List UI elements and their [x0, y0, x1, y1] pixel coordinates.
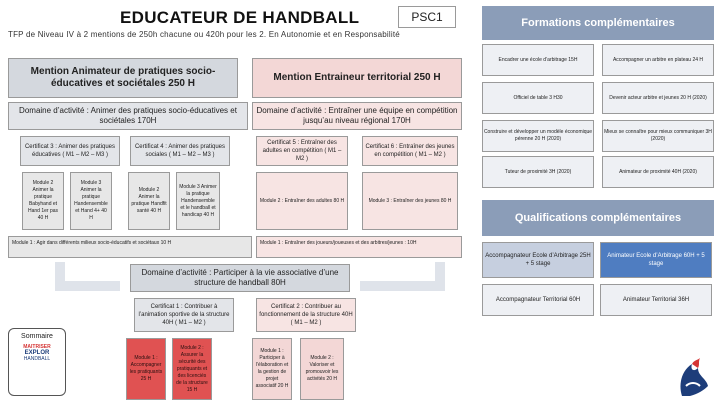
- psc1-badge: PSC1: [398, 6, 456, 28]
- subtitle: TFP de Niveau IV à 2 mentions de 250h chacune ou 420h pour les 2. En Autonomie et en Responsabilité: [8, 30, 400, 39]
- certificat-6: Certificat 6 : Entraîner des jeunes en compétition ( M1 – M2 ): [362, 136, 458, 166]
- formation-item: Construire et développer un modèle économique pérenne 20 H (2020): [482, 120, 594, 152]
- animateur-module-2-babyhand: Module 2 Animer la pratique Babyhand et Hand 1er pas 40 H: [22, 172, 64, 230]
- certificat-3: Certificat 3 : Animer des pratiques éducatives ( M1 – M2 – M3 ): [20, 136, 120, 166]
- animateur-domain: Domaine d’activité : Animer des pratiques socio-éducatives et sociétales 170H: [8, 102, 248, 130]
- mention-entraineur-title: Mention Entraineur territorial 250 H: [252, 58, 462, 98]
- certificat-2: Certificat 2 : Contribuer au fonctionnement de la structure 40H ( M1 – M2 ): [256, 298, 356, 332]
- sommaire-button[interactable]: [8, 328, 66, 396]
- certificat-5: Certificat 5 : Entraîner des adultes en compétition ( M1 – M2 ): [256, 136, 348, 166]
- entraineur-domain: Domaine d’activité : Entraîner une équipe en compétition jusqu’au niveau régional 170H: [252, 102, 462, 130]
- rooster-logo-icon: [676, 356, 712, 400]
- formations-title: Formations complémentaires: [482, 6, 714, 40]
- qualification-item: Animateur Ecole d’Arbitrage 60H + 5 stage: [600, 242, 712, 278]
- formation-item: Officiel de table 3 H30: [482, 82, 594, 114]
- associative-module-2-securite: Module 2 : Assurer la sécurité des pratiquants et des licenciés de la structure 15 H: [172, 338, 212, 400]
- certificat-1: Certificat 1 : Contribuer à l’animation sportive de la structure 40H ( M1 – M2 ): [134, 298, 234, 332]
- certificat-4: Certificat 4 : Animer des pratiques sociales ( M1 – M2 – M3 ): [130, 136, 230, 166]
- qualifications-title: Qualifications complémentaires: [482, 200, 714, 236]
- formation-item: Animateur de proximité 40H (2020): [602, 156, 714, 188]
- associative-module-1-pratiquants: Module 1 : Accompagner les pratiquants 25 H: [126, 338, 166, 400]
- qualification-item: Accompagnateur Ecole d’Arbitrage 25H + 5 stage: [482, 242, 594, 278]
- animateur-module-3-handensemble: Module 3 Animer la pratique Handensemble et Hand 4+ 40 H: [70, 172, 112, 230]
- formations-grid: [482, 44, 714, 188]
- page-title: EDUCATEUR DE HANDBALL: [120, 8, 360, 27]
- associative-module-1-projet: Module 1 : Participer à l’élaboration et la gestion de projet associatif 20 H: [252, 338, 292, 400]
- formation-item: Accompagner un arbitre en plateau 24 H: [602, 44, 714, 76]
- sommaire-label: Sommaire: [21, 333, 53, 340]
- animateur-module-2-handfit: Module 2 Animer la pratique Handfit santé 40 H: [128, 172, 170, 230]
- entraineur-module-2-adultes: Module 2 : Entraîner des adultes 80 H: [256, 172, 348, 230]
- fffhb-logo: MAITRISER EXPLOR HANDBALL: [23, 344, 51, 362]
- animateur-module-3-handicap: Module 3 Animer la pratique Handensemble et le handball et handicap 40 H: [176, 172, 220, 230]
- entraineur-module-1: Module 1 : Entraîner des joueurs/joueuses et des arbitres/jeunes : 10H: [256, 236, 462, 258]
- entraineur-module-3-jeunes: Module 3 : Entraîner des jeunes 80 H: [362, 172, 458, 230]
- associative-module-2-valoriser: Module 2 : Valoriser et promouvoir les activités 20 H: [300, 338, 344, 400]
- formation-item: Encadrer une école d’arbitrage 15H: [482, 44, 594, 76]
- formation-item: Mieux se connaître pour mieux communiquer 3H (2020): [602, 120, 714, 152]
- mention-animateur-title: Mention Animateur de pratiques socio-éducatives et sociétales 250 H: [8, 58, 238, 98]
- formation-item: Devenir acteur arbitre et jeunes 20 H (2020): [602, 82, 714, 114]
- associative-domain: Domaine d’activité : Participer à la vie associative d’une structure de handball 80H: [130, 264, 350, 292]
- qualification-item: Animateur Territorial 36H: [600, 284, 712, 316]
- animateur-module-1: Module 1 : Agir dans différents milieux socio-éducatifs et sociétaux 10 H: [8, 236, 252, 258]
- qualification-item: Accompagnateur Territorial 60H: [482, 284, 594, 316]
- formation-item: Tuteur de proximité 3H (2020): [482, 156, 594, 188]
